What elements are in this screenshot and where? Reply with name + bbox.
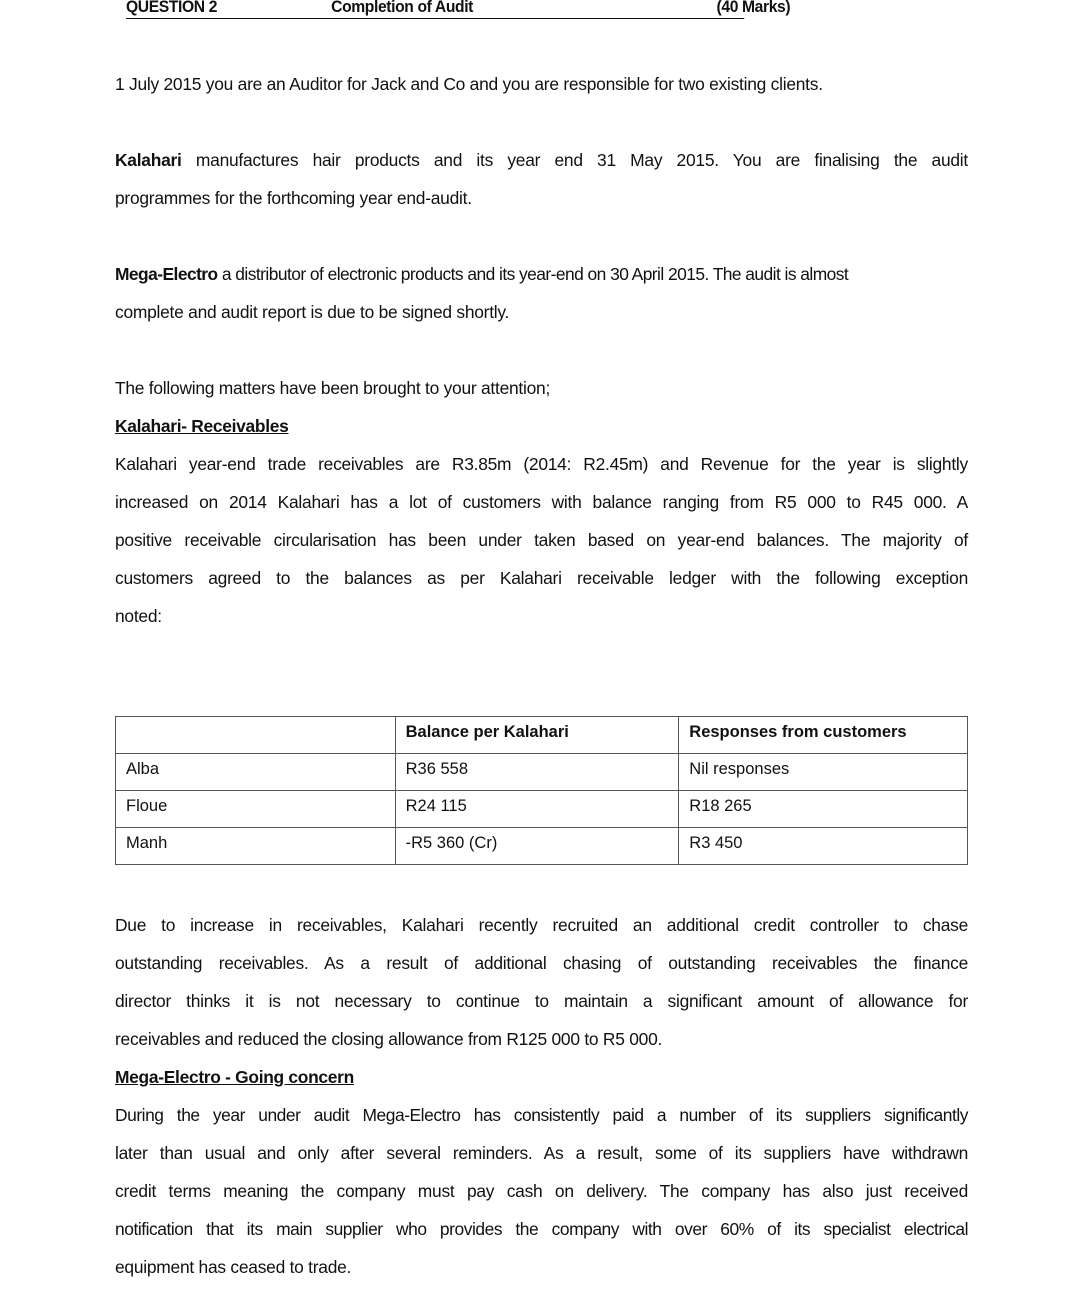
customer-name: Floue: [116, 791, 396, 828]
table-row: [116, 791, 968, 828]
circularisation-table: [115, 716, 968, 865]
table-row: [116, 754, 968, 791]
receivables-paragraph: [115, 445, 968, 635]
kalahari-line-2: programmes for the forthcoming year end-audit.: [115, 188, 472, 208]
allowance-line: Due to increase in receivables, Kalahari recently recruited an additional credit controller to chase: [115, 915, 968, 935]
customer-name: Manh: [116, 828, 396, 865]
receivables-line: Kalahari year-end trade receivables are R3.85m (2014: R2.45m) and Revenue for the year is slightly: [115, 454, 968, 474]
allowance-line: receivables and reduced the closing allowance from R125 000 to R5 000.: [115, 1029, 663, 1049]
customer-response: R18 265: [679, 791, 968, 828]
going-concern-line: During the year under audit Mega-Electro has consistently paid a number of its suppliers significantly: [115, 1105, 968, 1125]
allowance-paragraph: [115, 906, 968, 1058]
intro-paragraph: 1 July 2015 you are an Auditor for Jack and Co and you are responsible for two existing clients.: [115, 74, 823, 94]
receivables-line: noted:: [115, 606, 162, 626]
balance-per-kalahari: R36 558: [395, 754, 679, 791]
going-concern-paragraph: [115, 1096, 968, 1286]
table-row: [116, 828, 968, 865]
matters-intro: The following matters have been brought to your attention;: [115, 378, 551, 398]
balance-per-kalahari: R24 115: [395, 791, 679, 828]
allowance-line: director thinks it is not necessary to continue to maintain a significant amount of allowance for: [115, 991, 968, 1011]
receivables-heading: Kalahari- Receivables: [115, 416, 289, 436]
going-concern-line: later than usual and only after several reminders. As a result, some of its suppliers have withdrawn: [115, 1143, 968, 1163]
balance-per-kalahari: -R5 360 (Cr): [395, 828, 679, 865]
receivables-line: customers agreed to the balances as per Kalahari receivable ledger with the following exception: [115, 568, 968, 588]
mega-electro-paragraph: [115, 255, 968, 331]
mega-electro-line-1: [115, 255, 968, 293]
kalahari-line-1: [115, 141, 968, 179]
table-header-response: Responses from customers: [679, 717, 968, 754]
kalahari-paragraph: [115, 141, 968, 217]
going-concern-line: credit terms meaning the company must pay cash on delivery. The company has also just received: [115, 1181, 968, 1201]
kalahari-name: Kalahari: [115, 150, 182, 170]
receivables-line: positive receivable circularisation has been under taken based on year-end balances. The majority of: [115, 530, 968, 550]
receivables-line: increased on 2014 Kalahari has a lot of customers with balance ranging from R5 000 to R45 000. A: [115, 492, 968, 512]
allowance-line: outstanding receivables. As a result of additional chasing of outstanding receivables the finance: [115, 953, 968, 973]
going-concern-heading: Mega-Electro - Going concern: [115, 1067, 354, 1087]
going-concern-line: notification that its main supplier who provides the company with over 60% of its specialist electrical: [115, 1219, 968, 1239]
question-marks: (40 Marks): [716, 0, 791, 16]
going-concern-line: equipment has ceased to trade.: [115, 1257, 352, 1277]
question-header: [126, 0, 791, 19]
question-number: QUESTION 2: [126, 0, 218, 16]
table-header-row: [116, 717, 968, 754]
table-header-customer: [116, 717, 396, 754]
customer-name: Alba: [116, 754, 396, 791]
table-header-balance: Balance per Kalahari: [395, 717, 679, 754]
kalahari-description: manufactures hair products and its year end 31 May 2015. You are finalising the audit: [181, 150, 968, 170]
mega-electro-description: a distributor of electronic products and its year-end on 30 April 2015. The audit is almost: [217, 264, 849, 284]
customer-response: Nil responses: [679, 754, 968, 791]
question-title: Completion of Audit: [331, 0, 474, 16]
mega-electro-name: Mega-Electro: [115, 264, 218, 284]
mega-electro-line-2: complete and audit report is due to be signed shortly.: [115, 302, 510, 322]
customer-response: R3 450: [679, 828, 968, 865]
